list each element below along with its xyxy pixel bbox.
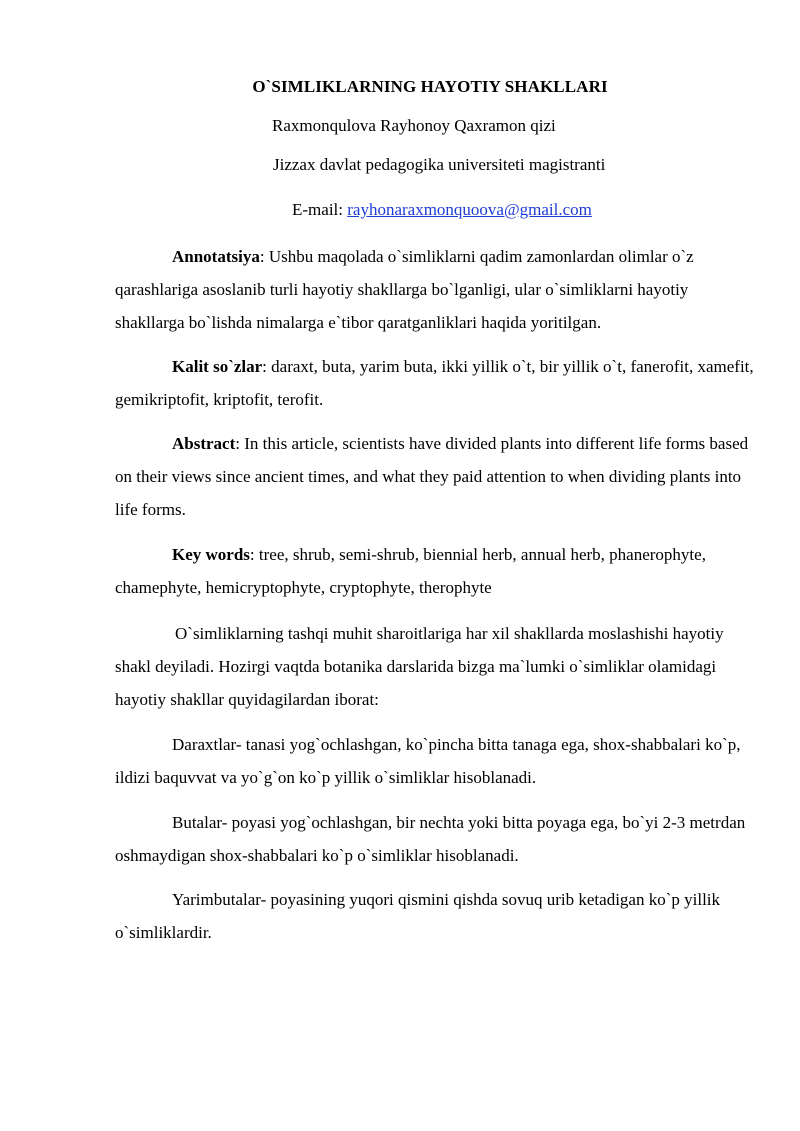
author-affiliation: Jizzax davlat pedagogika universiteti magistranti xyxy=(273,155,606,174)
body-paragraph: Butalar- poyasi yog`ochlashgan, bir nechta yoki bitta poyaga ega, bo`yi 2-3 metrdan oshmaydigan shox-shabbalari ko`p o`simliklar hisoblanadi. xyxy=(115,813,746,865)
annotation-paragraph xyxy=(115,240,755,339)
abstract-paragraph xyxy=(115,427,755,526)
body-paragraph: Daraxtlar- tanasi yog`ochlashgan, ko`pincha bitta tanaga ega, shox-shabbalari ko`p, ildizi baquvvat va yo`g`on ko`p yillik o`simliklar hisoblanadi. xyxy=(115,735,741,787)
annotation-label: Annotatsiya xyxy=(172,247,260,266)
email-line xyxy=(292,200,592,220)
page-title: O`SIMLIKLARNING HAYOTIY SHAKLLARI xyxy=(252,77,608,96)
abstract-text: : In this article, scientists have divided plants into different life forms based on their views since ancient times, and what they paid attention to when dividing plants into life forms. xyxy=(115,434,749,519)
abstract-label: Abstract xyxy=(172,434,236,453)
keywords-en-text: : tree, shrub, semi-shrub, biennial herb, annual herb, phanerophyte, chamephyte, hemicryptophyte, cryptophyte, therophyte xyxy=(115,545,706,597)
author-name: Raxmonqulova Rayhonoy Qaxramon qizi xyxy=(272,116,556,135)
keywords-uz-paragraph xyxy=(115,350,755,416)
keywords-en-paragraph xyxy=(115,538,755,604)
body-paragraph: Yarimbutalar- poyasining yuqori qismini qishda sovuq urib ketadigan ko`p yillik o`simliklardir. xyxy=(115,890,721,942)
annotation-text: : Ushbu maqolada o`simliklarni qadim zamonlardan olimlar o`z qarashlariga asoslanib turli hayotiy shakllarga bo`lganligi, ular o`simliklarni hayotiy shakllarga bo`lishda nimalarga e`tibor qaratganliklari haqida yoritilgan. xyxy=(115,247,694,332)
keywords-uz-text: : daraxt, buta, yarim buta, ikki yillik o`t, bir yillik o`t, fanerofit, xamefit, gemikriptofit, kriptofit, terofit. xyxy=(115,357,754,409)
email-link[interactable]: rayhonaraxmonquoova@gmail.com xyxy=(347,200,592,219)
email-label: E-mail: xyxy=(292,200,348,219)
keywords-en-label: Key words xyxy=(172,545,250,564)
keywords-uz-label: Kalit so`zlar xyxy=(172,357,263,376)
body-paragraph: O`simliklarning tashqi muhit sharoitlariga har xil shakllarda moslashishi hayotiy shakl deyiladi. Hozirgi vaqtda botanika darslarida bizga ma`lumki o`simliklar olamidagi hayotiy shakllar quyidagilardan iborat: xyxy=(115,624,724,709)
